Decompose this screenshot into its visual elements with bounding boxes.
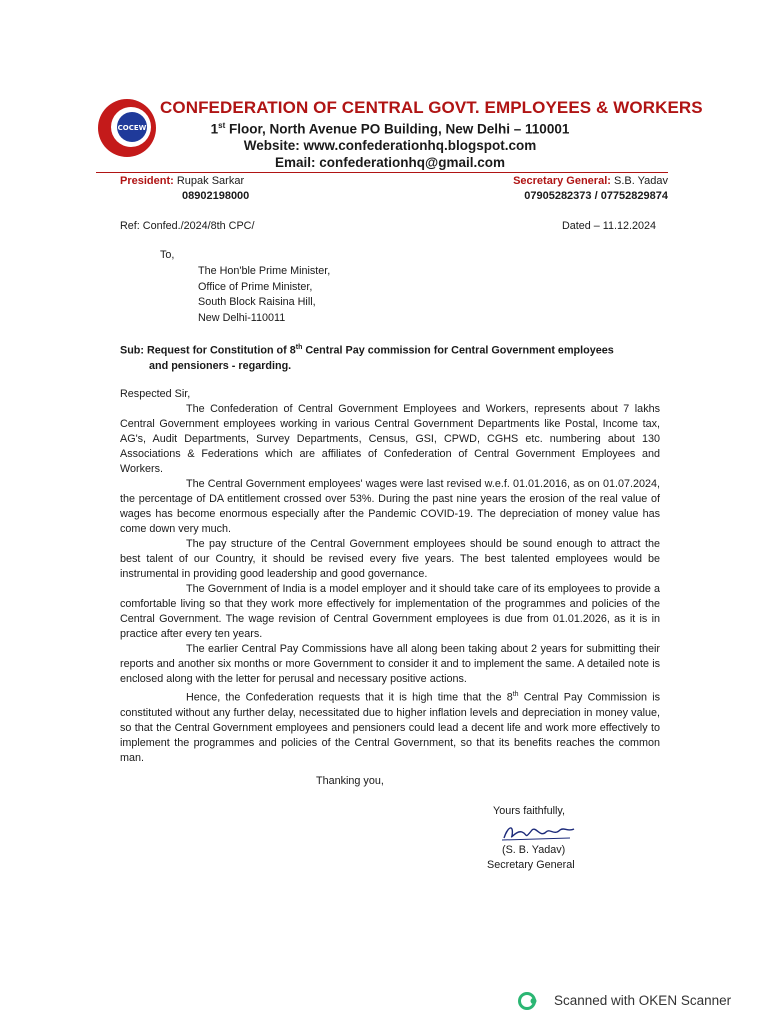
scanner-logo-icon (518, 992, 538, 1010)
organization-email: Email: confederationhq@gmail.com (275, 155, 505, 170)
president-info: President: Rupak Sarkar (120, 175, 245, 187)
organization-address: 1st Floor, North Avenue PO Building, New Delhi – 110001 (210, 121, 570, 137)
letter-date: Dated – 11.12.2024 (561, 220, 656, 232)
header-divider (96, 172, 668, 173)
scanner-watermark: Scanned with OKEN Scanner (554, 993, 732, 1008)
logo-text: COCEW (117, 124, 147, 132)
body-paragraph: The Government of India is a model employer and it should take care of its employees to provide a comfortable living so that they work more effectively for implementation of the programmes and policies of the Central Government. The wage revision of Central Government employees is due from 01.01.2026, as it is in practice after every ten years. (120, 583, 660, 640)
letter-body (120, 402, 660, 766)
body-paragraph: The earlier Central Pay Commissions have all along been taking about 2 years for submitting their reports and another six months or more Government to consider it and to implement the same. A detailed note is enclosed along with the letter for perusal and necessary positive actions. (120, 643, 660, 685)
recipient-address: The Hon'ble Prime Minister, Office of Prime Minister, South Block Raisina Hill, New Delhi-110011 (198, 265, 331, 324)
body-paragraph-final: Hence, the Confederation requests that it is high time that the 8th Central Pay Commission is constituted without any further delay, necessitated due to higher inflation levels and depreciation in money value, so that the Central Government employees and pensioners could lead a decent life and work more effectively to implement the programmes and policies of the Central Government, so that its benefits reaches the common man. (120, 691, 660, 764)
president-phone: 08902198000 (182, 190, 250, 202)
signatory-name: (S. B. Yadav) (502, 844, 566, 856)
signatory-title: Secretary General (487, 859, 575, 871)
subject-line: Sub: Request for Constitution of 8th Central Pay commission for Central Government employees and pensioners - regarding. (120, 344, 614, 372)
body-paragraph: The Confederation of Central Government Employees and Workers, represents about 7 lakhs Central Government employees working in various Central Government Departments like Postal, Income tax, AG's, Audit Departments, Survey Departments, Census, GSI, CPWD, CGHS etc. numbering about 130 Associations & Federations which are affiliates of Confederation of Central Government Employees and Workers. (120, 403, 660, 475)
to-line: To, (160, 249, 175, 261)
secretary-info: Secretary General: S.B. Yadav (513, 175, 668, 187)
organization-name: CONFEDERATION OF CENTRAL GOVT. EMPLOYEES & WORKERS (160, 98, 703, 117)
organization-website: Website: www.confederationhq.blogspot.com (243, 138, 537, 153)
signature (500, 820, 580, 844)
secretary-phone: 07905282373 / 07752829874 (524, 190, 668, 202)
reference-number: Ref: Confed./2024/8th CPC/ (120, 220, 255, 232)
organization-logo (96, 97, 158, 159)
body-paragraph: The Central Government employees' wages were last revised w.e.f. 01.01.2016, as on 01.07.2024, the percentage of DA entitlement crossed over 53%. During the past nine years the erosion of the real value of wages has become enormous especially after the Pandemic COVID-19. The depreciation of money value has come down very much. (120, 478, 660, 535)
thanking-line: Thanking you, (316, 775, 384, 787)
salutation: Respected Sir, (120, 388, 191, 400)
closing: Yours faithfully, (493, 805, 566, 817)
body-paragraph: The pay structure of the Central Government employees should be sound enough to attract the best talent of our Country, it should be revised every five years. The best talented employees would be instrumental in providing good leadership and good governance. (120, 538, 660, 580)
